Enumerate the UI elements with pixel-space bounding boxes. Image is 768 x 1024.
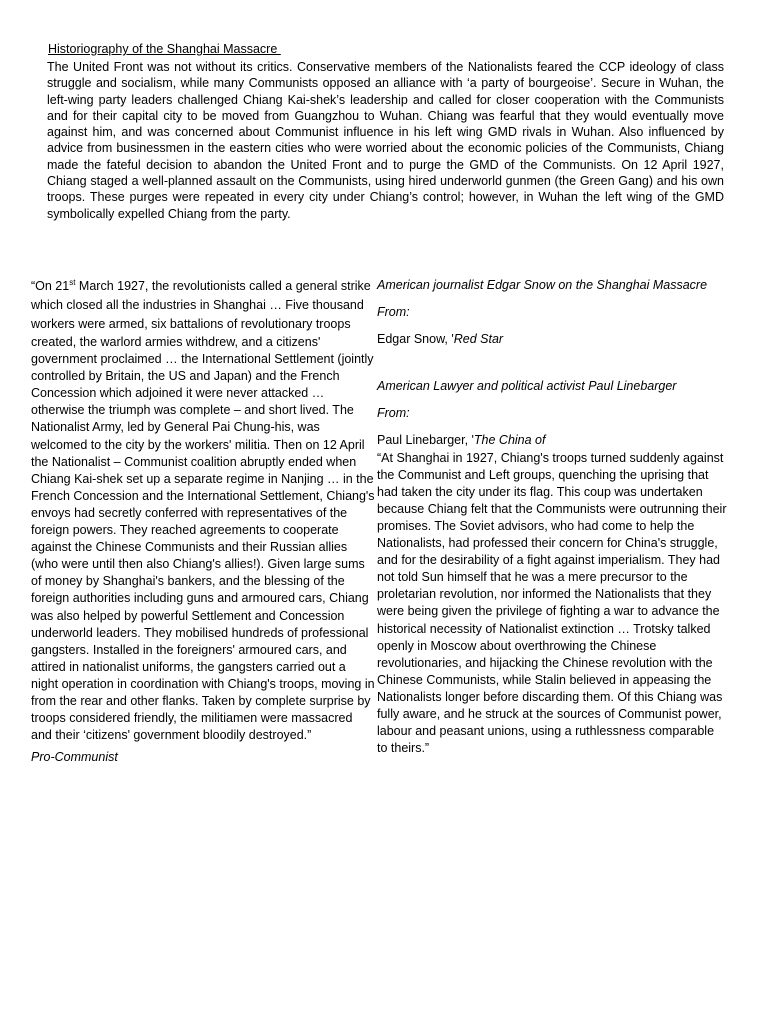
source-quote-opening <box>31 277 376 334</box>
historian-sources <box>377 277 727 757</box>
linebarger-quote: “At Shanghai in 1927, Chiang's troops turned suddenly against the Communist and Left groups, quenching the uprising that had taken the city under its flag. This coup was undertaken because Chiang felt that the Communists were outrunning their promises. The Soviet advisors, who had come to help the Nationalists, had professed their concern for China's struggle, and for the desirability of a fight against imperialism. They had not told Sun himself that he was a mere precursor to the proletarian revolution, nor informed the Nationalists that they were being given the privilege of fighting a war to advance the historical necessity of Nationalist extinction … Trotsky talked openly in Moscow about overthrowing the Chinese revolutionaries, and hijacking the Chinese revolution with the Chinese Communists, while Stalin believed in appeasing the Nationalists longer before discarding them. Of this Chiang was fully aware, and he struck at the sources of Communist power, labour and peasant unions, using a ruthlessness comparable to theirs.” <box>377 450 727 756</box>
source-attribution: Pro-Communist <box>31 750 118 765</box>
document-title: Historiography of the Shanghai Massacre <box>48 42 281 56</box>
intro-paragraph: The United Front was not without its critics. Conservative members of the Nationalists feared the CCP ideology of class struggle and socialism, while many Communists opposed an alliance with ‘a party of bourgeoise’. Secure in Wuhan, the left-wing party leaders challenged Chiang Kai-shek’s leadership and called for closer cooperation with the Communists and for their capital city to be moved from Guangzhou to Wuhan. Chiang was fearful that they would eventually move against him, and was concerned about Communist influence in his left wing GMD rivals in Wuhan. Also influenced by advice from businessmen in the eastern cities who were worried about the economic policies of the Communists, Chiang made the fateful decision to abandon the United Front and to purge the GMD of the Communists. On 12 April 1927, Chiang staged a well-planned assault on the Communists, using hired underworld gunmen (the Green Gang) and his own troops. These purges were repeated in every city under Chiang’s control; however, in Wuhan the left wing of the GMD symbolically expelled Chiang from the party. <box>47 60 724 221</box>
quote-first-text: March 1927, the revolutionists called a general strike which closed all the industries in Shanghai … Five thousand workers were armed, six battalions of revolutionary troops <box>31 279 371 331</box>
ordinal-superscript: st <box>69 277 76 287</box>
snow-source-prefix: Edgar Snow, ' <box>377 332 454 347</box>
linebarger-from-label: From: <box>377 406 410 421</box>
snow-label: American journalist Edgar Snow on the Shanghai Massacre <box>377 278 708 292</box>
linebarger-source <box>377 432 727 449</box>
linebarger-label: American Lawyer and political activist Paul Linebarger <box>377 379 677 394</box>
snow-from-label: From: <box>377 305 410 320</box>
linebarger-source-title: The China of <box>473 433 546 448</box>
linebarger-source-prefix: Paul Linebarger, ' <box>377 433 474 448</box>
quote-open-text: “On 21 <box>31 279 70 293</box>
snow-source <box>377 331 727 348</box>
snow-source-title: Red Star <box>453 332 504 347</box>
pro-communist-source <box>31 277 376 766</box>
source-quote-body: created, the warlord armies withdrew, and a citizens' government proclaimed … the International Settlement (jointly controlled by Britain, the US and Japan) and the French Concession which adjoined it were never attacked … otherwise the triumph was complete – and short lived. The Nationalist Army, led by General Pai Chung-his, was welcomed to the city by the workers' militia. Then on 12 April the Nationalist – Communist coalition abruptly ended when Chiang Kai-shek set up a separate regime in Nanjing … in the French Concession and the International Settlement, Chiang's envoys had secretly conferred with representatives of the foreign powers. They reached agreements to cooperate against the Chinese Communists and their Russian allies (who were until then also Chiang's allies!). Given large sums of money by Shanghai's bankers, and the blessing of the foreign authorities including guns and armoured cars, Chiang was also helped by powerful Settlement and Concession underworld leaders. They mobilised hundreds of professional gangsters. Installed in the foreigners' armoured cars, and attired in nationalist uniforms, the gangsters carried out a night operation in coordination with Chiang's troops, moving in from the rear and other flanks. Taken by complete surprise by troops considered friendly, the militiamen were massacred and their ‘citizens' government bloodily destroyed.” <box>31 335 375 743</box>
